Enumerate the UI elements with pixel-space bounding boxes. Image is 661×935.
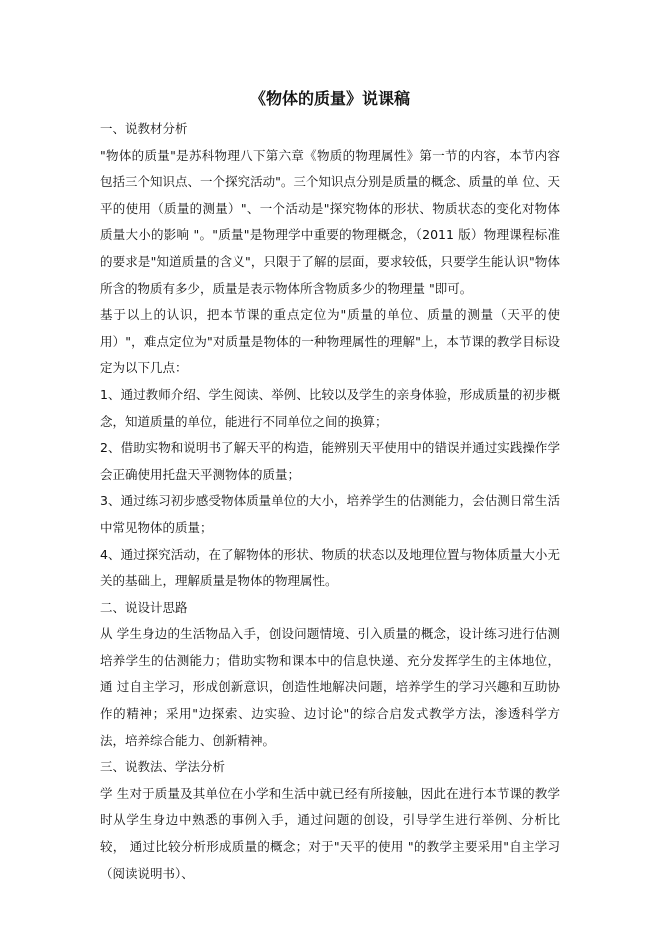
document-title: 《物体的质量》说课稿: [249, 89, 410, 108]
paragraph: 从 学生身边的生活物品入手，创设问题情境、引入质量的概念，设计练习进行估测培养学生的估测能力；借助实物和课本中的信息快递、充分发挥学生的主体地位，通 过自主学习，形成创新意识，创造性地解决问题，培养学生的学习兴趣和互助协作的精神；采用"边探索、边实验、边讨论"的综合启发式教学方法，渗透科学方 法，培养综合能力、创新精神。: [100, 626, 560, 748]
section-heading: 一、说教材分析: [100, 121, 188, 136]
paragraph: 基于以上的认识，把本节课的重点定位为"质量的单位、质量的测量（天平的使用）"，难点定位为"对质量是物体的一种物理属性的理解"上，本节课的教学目标设定为以下几点：: [100, 307, 560, 376]
paragraph: "物体的质量"是苏科物理八下第六章《物质的物理属性》第一节的内容，本节内容包括三个知识点、一个探究活动"。三个知识点分别是质量的概念、质量的单 位、天平的使用（质量的测量）"、一个活动是"探究物体的形状、物质状态的变化对物体质量大小的影响 "。"质量"是物理学中重要的物理概念，（2011 版）物理课程标准的要求是"知道质量的含义"，只限于了解的层面，要求较低，只要学生能认识"物体所含的物质有多少，质量是表示物体所含物质多少的物理量 "即可。: [100, 147, 560, 296]
paragraph: 3、通过练习初步感受物体质量单位的大小，培养学生的估测能力，会估测日常生活中常见物体的质量；: [100, 493, 560, 535]
paragraph: 1、通过教师介绍、学生阅读、举例、比较以及学生的亲身体验，形成质量的初步概念，知道质量的单位，能进行不同单位之间的换算；: [100, 386, 560, 429]
paragraph: 2、借助实物和说明书了解天平的构造，能辨别天平使用中的错误并通过实践操作学会正确使用托盘天平测物体的质量；: [100, 440, 560, 482]
section-heading: 二、说设计思路: [100, 599, 188, 615]
document-page: [100, 86, 560, 887]
paragraph: 4、通过探究活动，在了解物体的形状、物质的状态以及地理位置与物体质量大小无关的基础上，理解质量是物体的物理属性。: [100, 546, 560, 589]
paragraph: 学 生对于质量及其单位在小学和生活中就已经有所接触，因此在进行本节课的教学时从学生身边中熟悉的事例入手，通过问题的创设，引导学生进行举例、分析比较， 通过比较分析形成质量的概念；对于"天平的使用 "的教学主要采用"自主学习（阅读说明书）、: [100, 785, 560, 881]
section-heading: 三、说教法、学法分析: [100, 759, 226, 775]
